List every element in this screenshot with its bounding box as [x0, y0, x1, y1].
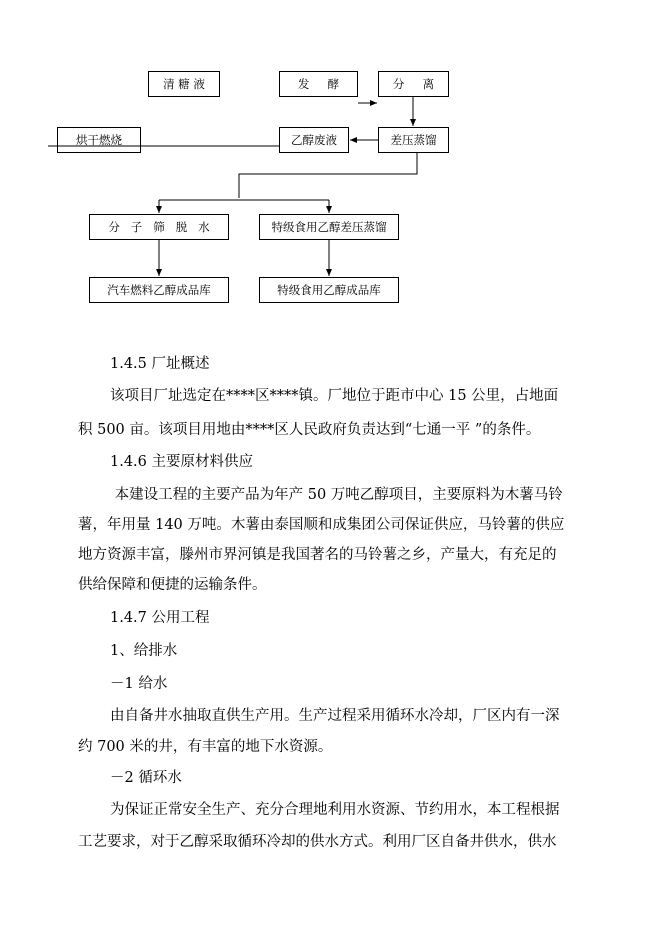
heading-1-4-5: 1.4.5 厂址概述 [110, 356, 210, 372]
paragraph-line: 约 700 米的井，有丰富的地下水资源。 [78, 739, 333, 755]
flow-connectors [0, 0, 662, 330]
paragraph-line: 由自备井水抽取直供生产用。生产过程采用循环水冷却，厂区内有一深 [110, 708, 560, 724]
heading-circulating-water: －2 循环水 [110, 770, 182, 786]
box-qiche-ku: 汽车燃料乙醇成品库 [89, 277, 229, 303]
heading-1-4-7: 1.4.7 公用工程 [110, 610, 210, 626]
box-qingtang: 清 糖 液 [148, 71, 220, 97]
box-teji-ku: 特级食用乙醇成品库 [259, 277, 399, 303]
paragraph-line: 为保证正常安全生产、充分合理地利用水资源、节约用水，本工程根据 [110, 802, 560, 818]
heading-1-4-6: 1.4.6 主要原材料供应 [110, 454, 254, 470]
paragraph-line: 该项目厂址选定在****区****镇。厂地位于距市中心 15 公里，占地面 [110, 388, 559, 404]
box-yichun-feiye: 乙醇废液 [279, 127, 349, 153]
heading-water-supply: －1 给水 [110, 676, 168, 692]
heading-water: 1、给排水 [110, 643, 178, 659]
box-fenli: 分 离 [378, 71, 449, 97]
box-fajiao: 发 酵 [279, 71, 358, 97]
paragraph-line: 供给保障和便捷的运输条件。 [78, 577, 267, 593]
box-chaya-zhengliu: 差压蒸馏 [378, 127, 449, 153]
line-chaya-split [239, 153, 417, 198]
box-honggan: 烘干燃烧 [57, 127, 141, 153]
paragraph-line: 本建设工程的主要产品为年产 50 万吨乙醇项目，主要原料为木薯马铃 [110, 487, 563, 503]
box-teji-chaya: 特级食用乙醇差压蒸馏 [259, 214, 399, 240]
paragraph-line: 薯，年用量 140 万吨。木薯由泰国顺和成集团公司保证供应，马铃薯的供应 [78, 517, 565, 533]
paragraph-line: 工艺要求，对于乙醇采取循环冷却的供水方式。利用厂区自备井供水，供水 [78, 834, 557, 850]
paragraph-line: 地方资源丰富，滕州市界河镇是我国著名的马铃薯之乡，产量大，有充足的 [78, 547, 557, 563]
paragraph-line: 积 500 亩。该项目用地由****区人民政府负责达到“七通一平 ”的条件。 [78, 422, 541, 438]
process-flowchart [0, 0, 662, 330]
box-fenzishai: 分 子 筛 脱 水 [89, 214, 229, 240]
